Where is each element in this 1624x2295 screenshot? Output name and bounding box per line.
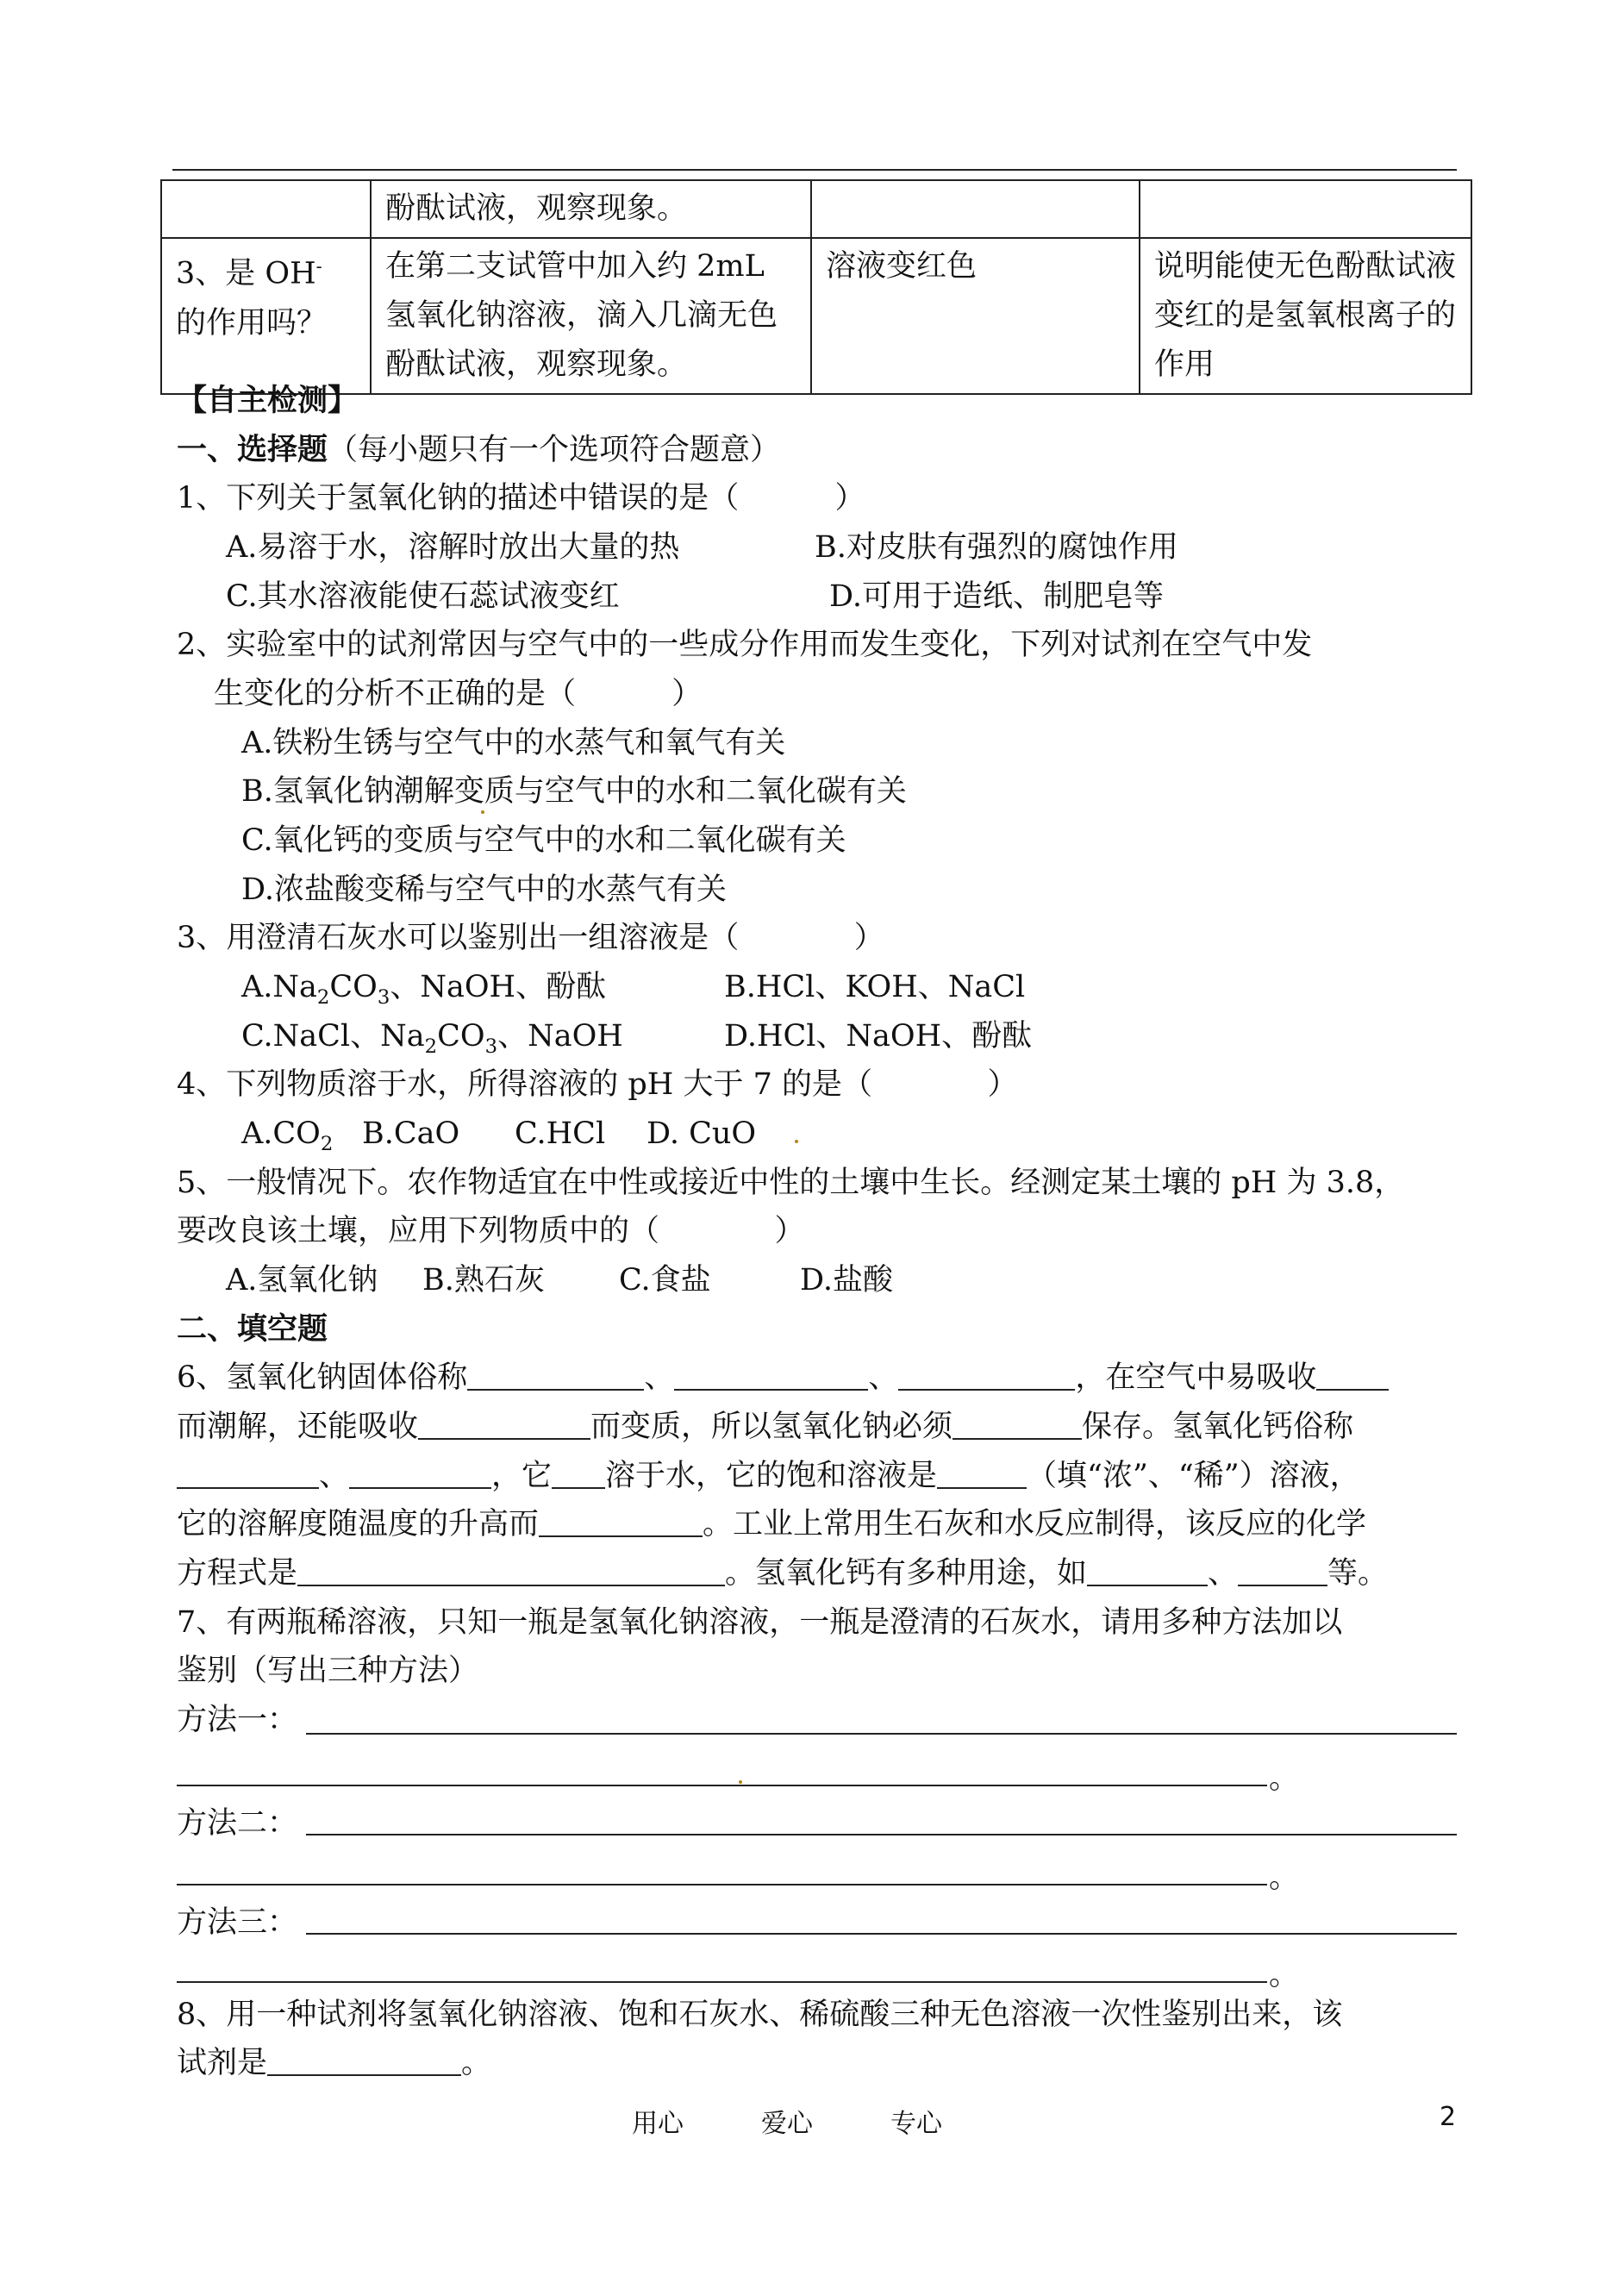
footer-left: 用心 (632, 2109, 684, 2139)
q1-option-c: C.其水溶液能使石蕊试液变红 (226, 579, 620, 614)
footer-mid: 爱心 (761, 2109, 813, 2139)
q7-method3-end: 。 (1269, 1958, 1300, 1992)
q1-stem: 1、下列关于氢氧化钠的描述中错误的是（ ） (177, 481, 865, 516)
q3-option-c: C.NaCl、$Na_2CO_3$、NaOH (241, 1019, 623, 1058)
q3-option-a: $A.Na_2CO_3$、NaOH、酚酞 (241, 970, 607, 1009)
q2-stem-line2: 生变化的分析不正确的是（ ） (214, 677, 703, 711)
q6-line3: 、 ，它 溶于水，它的饱和溶液是 （填“浓”、“稀”）溶液， (177, 1454, 1360, 1498)
answer-blank[interactable] (539, 1505, 703, 1537)
phenomenon-cell: 溶液变红色 (811, 238, 1140, 394)
operation-cell: 在第二支试管中加入约 2mL 氢氧化钠溶液，滴入几滴无色酚酞试液，观察现象。 (371, 238, 811, 394)
q5-option-a: A.氢氧化钠 (226, 1263, 378, 1298)
q4-option-a: $A.CO_2$ (241, 1116, 334, 1155)
q1-option-a: A.易溶于水，溶解时放出大量的热 (226, 530, 680, 565)
q3-option-b: B.HCl、KOH、NaCl (724, 970, 1026, 1004)
q5-option-c: C.食盐 (619, 1263, 711, 1298)
table-row (161, 238, 1471, 394)
q7-method3-label: 方法三： (177, 1905, 298, 1940)
stray-mark (739, 1780, 742, 1784)
q5-option-b: B.熟石灰 (422, 1263, 545, 1298)
answer-line[interactable] (306, 1933, 1457, 1935)
answer-blank[interactable] (267, 2044, 461, 2076)
q2-option-b: B.氢氧化钠潮解变质与空气中的水和二氧化碳有关 (241, 774, 907, 809)
stray-mark (795, 1140, 798, 1143)
q6-line2: 而潮解，还能吸收 而变质，所以氢氧化钠必须 保存。氢氧化钙俗称 (177, 1410, 1354, 1444)
q4-stem: 4、下列物质溶于水，所得溶液的 pH 大于 7 的是（ ） (177, 1067, 1018, 1102)
q7-stem-line2: 鉴别（写出三种方法） (177, 1654, 479, 1688)
table-cell (811, 180, 1140, 238)
answer-blank[interactable] (1238, 1554, 1327, 1586)
page-number: 2 (1440, 2102, 1457, 2132)
q4-option-d: D. CuO (646, 1116, 757, 1151)
answer-blank[interactable] (297, 1554, 725, 1586)
q1-option-d: D.可用于造纸、制肥皂等 (829, 579, 1164, 614)
q8-stem-line2: 试剂是 。 (177, 2046, 492, 2080)
q4-option-b: B.CaO (362, 1116, 460, 1151)
q7-method1-label: 方法一： (177, 1703, 298, 1737)
q8-stem-line1: 8、用一种试剂将氢氧化钠溶液、饱和石灰水、稀硫酸三种无色溶液一次性鉴别出来，该 (177, 1998, 1343, 2032)
answer-line[interactable] (306, 1733, 1457, 1735)
q3-stem: 3、用澄清石灰水可以鉴别出一组溶液是（ ） (177, 921, 884, 955)
q2-stem-line1: 2、实验室中的试剂常因与空气中的一些成分作用而发生变化，下列对试剂在空气中发 (177, 628, 1313, 662)
table-cell (1140, 180, 1471, 238)
part1-heading: 一、选择题（每小题只有一个选项符合题意） (177, 432, 781, 467)
section-title: 【自主检测】 (177, 383, 359, 418)
header-rule (172, 169, 1457, 171)
table-cell: 酚酞试液，观察现象。 (371, 180, 811, 238)
conclusion-cell: 说明能使无色酚酞试液变红的是氢氧根离子的作用 (1140, 238, 1471, 394)
q5-option-d: D.盐酸 (800, 1263, 893, 1298)
q2-option-a: A.铁粉生锈与空气中的水蒸气和氧气有关 (241, 726, 786, 760)
stray-mark (481, 810, 484, 814)
answer-blank[interactable] (674, 1359, 868, 1391)
answer-blank[interactable] (552, 1457, 605, 1489)
answer-line[interactable] (177, 1981, 1267, 1983)
q7-stem-line1: 7、有两瓶稀溶液，只知一瓶是氢氧化钠溶液，一瓶是澄清的石灰水，请用多种方法加以 (177, 1605, 1343, 1640)
q5-stem-line1: 5、一般情况下。农作物适宜在中性或接近中性的土壤中生长。经测定某土壤的 pH 为 3.8， (177, 1166, 1405, 1200)
q7-method2-end: 。 (1269, 1860, 1300, 1895)
footer-right: 专心 (890, 2109, 942, 2139)
answer-line[interactable] (306, 1834, 1457, 1835)
answer-line[interactable] (177, 1785, 1267, 1786)
q6-line5: 方程式是 。氢氧化钙有多种用途，如 、 等。 (177, 1556, 1389, 1591)
q2-option-c: C.氧化钙的变质与空气中的水和二氧化碳有关 (241, 823, 846, 858)
answer-blank[interactable] (177, 1457, 319, 1489)
q4-option-c: C.HCl (515, 1116, 606, 1151)
part2-heading: 二、填空题 (177, 1311, 328, 1347)
table-row (161, 180, 1471, 238)
answer-blank[interactable] (937, 1457, 1027, 1489)
answer-blank[interactable] (953, 1408, 1082, 1440)
answer-blank[interactable] (467, 1359, 644, 1391)
answer-line[interactable] (177, 1884, 1267, 1885)
q7-method1-end: 。 (1269, 1761, 1300, 1796)
q1-option-b: B.对皮肤有强烈的腐蚀作用 (815, 530, 1178, 565)
answer-blank[interactable] (1087, 1554, 1208, 1586)
q6-line4: 它的溶解度随温度的升高而 。工业上常用生石灰和水反应制得，该反应的化学 (177, 1507, 1367, 1541)
answer-blank[interactable] (418, 1408, 590, 1440)
q2-option-d: D.浓盐酸变稀与空气中的水蒸气有关 (241, 872, 727, 907)
answer-blank[interactable] (898, 1359, 1075, 1391)
table-cell (161, 180, 371, 238)
q3-option-d: D.HCl、NaOH、酚酞 (724, 1019, 1033, 1054)
experiment-table (160, 179, 1472, 395)
answer-blank[interactable] (1316, 1359, 1389, 1391)
q6-line1: 6、氢氧化钠固体俗称 、 、 ，在空气中易吸收 (177, 1356, 1389, 1399)
question-cell: 3、是 OH- 的作用吗？ (161, 238, 371, 394)
answer-blank[interactable] (349, 1457, 491, 1489)
q7-method2-label: 方法二： (177, 1806, 298, 1841)
q5-stem-line2: 要改良该土壤，应用下列物质中的（ ） (177, 1214, 805, 1248)
